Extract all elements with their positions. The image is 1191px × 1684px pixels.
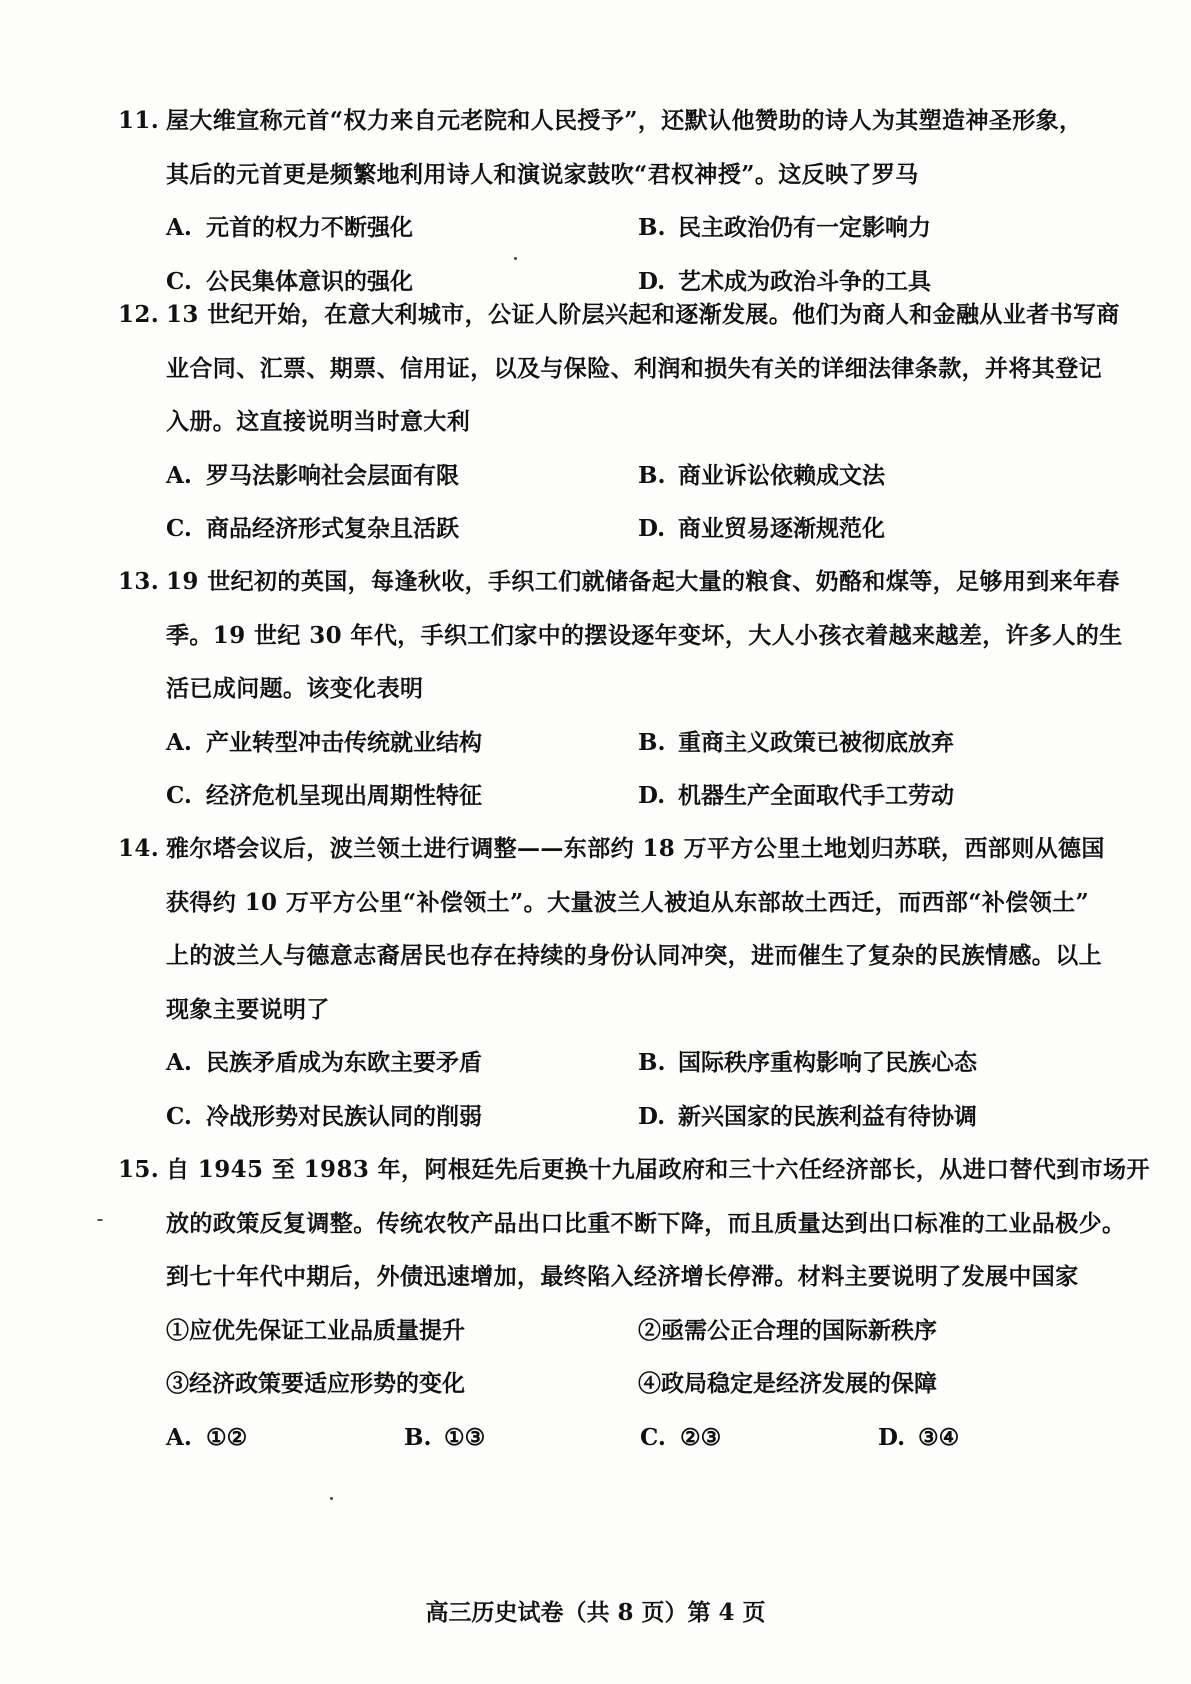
question-stem-line: 14. 雅尔塔会议后，波兰领土进行调整——东部约 18 万平方公里土地划归苏联，西部则从德国 <box>118 822 1108 876</box>
question-stem-line: 15. 自 1945 至 1983 年，阿根廷先后更换十九届政府和三十六任经济部长，从进口替代到市场开 <box>118 1143 1108 1197</box>
scan-speck <box>330 1497 333 1500</box>
option-d: D. 新兴国家的民族利益有待协调 <box>638 1102 977 1130</box>
question-stem-line: 活已成问题。该变化表明 <box>166 675 424 702</box>
option-a: A. 罗马法影响社会层面有限 <box>166 461 459 489</box>
question-number: 15. <box>118 1156 160 1183</box>
option-c: C. ②③ <box>640 1423 722 1451</box>
question-number: 14. <box>118 835 160 862</box>
option-a: A. 元首的权力不断强化 <box>166 214 413 241</box>
option-row <box>118 1090 1108 1144</box>
statement-2: ②亟需公正合理的国际新秩序 <box>638 1316 937 1344</box>
option-c: C. 经济危机呈现出周期性特征 <box>166 782 482 809</box>
statement-row <box>118 1357 1108 1411</box>
question-number: 12. <box>118 301 160 328</box>
statement-1: ①应优先保证工业品质量提升 <box>166 1316 465 1344</box>
statement-4: ④政局稳定是经济发展的保障 <box>638 1370 937 1397</box>
statement-3: ③经济政策要适应形势的变化 <box>166 1370 465 1397</box>
question-11 <box>118 94 1108 308</box>
question-stem-line: 入册。这直接说明当时意大利 <box>166 408 471 435</box>
question-number: 13. <box>118 568 160 595</box>
question-13 <box>118 555 1123 823</box>
option-row <box>118 769 1108 823</box>
option-c: C. 公民集体意识的强化 <box>166 267 413 295</box>
page-footer: 高三历史试卷（共 8 页）第 4 页 <box>425 1599 766 1626</box>
question-stem-line: 到七十年代中期后，外债迅速增加，最终陷入经济增长停滞。材料主要说明了发展中国家 <box>166 1263 1079 1290</box>
option-b: B. 国际秩序重构影响了民族心态 <box>638 1049 977 1076</box>
option-a: A. ①② <box>166 1423 248 1451</box>
question-stem-line: 12. 13 世纪开始，在意大利城市，公证人阶层兴起和逐渐发展。他们为商人和金融从业者书写商 <box>118 288 1108 342</box>
question-number: 11. <box>118 107 160 134</box>
option-row <box>118 201 1108 255</box>
question-stem-line: 获得约 10 万平方公里“补偿领土”。大量波兰人被迫从东部故土西迁，而西部“补偿领土” <box>166 888 1090 916</box>
question-stem-line: 11. 屋大维宣称元首“权力来自元老院和人民授予”，还默认他赞助的诗人为其塑造神圣形象， <box>118 94 1108 148</box>
option-b: B. ①③ <box>404 1423 486 1451</box>
option-row <box>118 502 1108 556</box>
option-c: C. 商品经济形式复杂且活跃 <box>166 515 459 542</box>
question-15 <box>118 1143 1150 1464</box>
question-14 <box>118 822 1108 1143</box>
statement-row <box>118 1304 1108 1358</box>
question-stem-line: 现象主要说明了 <box>166 995 330 1023</box>
option-b: B. 商业诉讼依赖成文法 <box>638 461 885 489</box>
option-a: A. 民族矛盾成为东欧主要矛盾 <box>166 1049 482 1076</box>
question-stem-line: 上的波兰人与德意志裔居民也存在持续的身份认同冲突，进而催生了复杂的民族情感。以上 <box>166 942 1102 969</box>
question-stem-line: 业合同、汇票、期票、信用证，以及与保险、利润和损失有关的详细法律条款，并将其登记 <box>166 354 1102 382</box>
question-stem-line: 其后的元首更是频繁地利用诗人和演说家鼓吹“君权神授”。这反映了罗马 <box>166 160 919 188</box>
option-b: B. 民主政治仍有一定影响力 <box>638 214 931 241</box>
option-d: D. ③④ <box>878 1423 960 1451</box>
option-row <box>118 1411 1108 1465</box>
question-stem-line: 13. 19 世纪初的英国，每逢秋收，手织工们就储备起大量的粮食、奶酪和煤等，足够用到来年春 <box>118 555 1108 609</box>
option-a: A. 产业转型冲击传统就业结构 <box>166 728 482 756</box>
question-12 <box>118 288 1120 556</box>
scan-speck <box>514 257 517 260</box>
option-b: B. 重商主义政策已被彻底放弃 <box>638 728 954 756</box>
option-d: D. 商业贸易逐渐规范化 <box>638 515 885 542</box>
option-row <box>118 449 1108 503</box>
question-stem-line: 季。19 世纪 30 年代，手织工们家中的摆设逐年变坏，大人小孩衣着越来越差，许多人的生 <box>166 621 1123 649</box>
option-row <box>118 716 1108 770</box>
question-stem-line: 放的政策反复调整。传统农牧产品出口比重不断下降，而且质量达到出口标准的工业品极少。 <box>166 1209 1126 1237</box>
option-d: D. 艺术成为政治斗争的工具 <box>638 267 931 295</box>
option-c: C. 冷战形势对民族认同的削弱 <box>166 1102 482 1130</box>
option-d: D. 机器生产全面取代手工劳动 <box>638 782 954 809</box>
scan-speck <box>97 1219 103 1221</box>
option-row <box>118 1036 1108 1090</box>
